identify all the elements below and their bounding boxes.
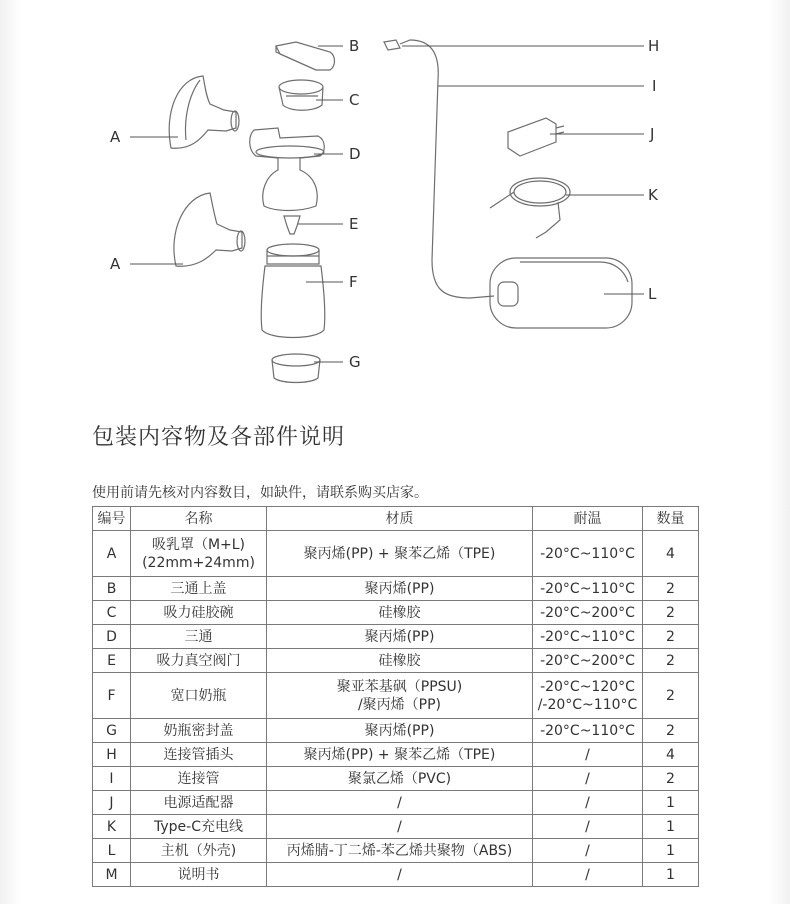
cell-number: B: [93, 577, 131, 601]
cell-temperature: [533, 815, 643, 839]
cell-name-line: 奶瓶密封盖: [163, 722, 234, 739]
cell-temperature: [533, 625, 643, 649]
cell-quantity: 1: [643, 815, 699, 839]
instruction-text: 使用前请先核对内容数目，如缺件，请联系购买店家。: [92, 485, 428, 501]
section-title: 包装内容物及各部件说明: [92, 425, 346, 450]
parts-table: [92, 506, 699, 887]
cell-quantity: 2: [643, 767, 699, 791]
cell-material: [267, 531, 533, 577]
cell-material: [267, 719, 533, 743]
cell-name-line: 吸乳罩（M+L): [151, 536, 246, 553]
table-row: [93, 625, 699, 649]
cell-name: [131, 767, 267, 791]
cell-temperature: [533, 791, 643, 815]
label-h: H: [648, 37, 660, 55]
cell-number: K: [93, 815, 131, 839]
label-c: C: [349, 91, 360, 109]
cell-name: [131, 531, 267, 577]
cell-name: [131, 743, 267, 767]
bottle-sealing-cap: [272, 354, 320, 383]
header-quantity: 数量: [643, 507, 699, 531]
breast-shield-upper: [169, 76, 239, 148]
table-row: [93, 719, 699, 743]
breast-shield-lower: [174, 193, 245, 266]
cell-name: [131, 839, 267, 863]
cell-temperature: [533, 673, 643, 719]
cell-material-line: 聚丙烯(PP): [364, 580, 435, 597]
cell-material: [267, 673, 533, 719]
cell-quantity: 4: [643, 531, 699, 577]
header-name: 名称: [131, 507, 267, 531]
cell-number: C: [93, 601, 131, 625]
cell-material-line: 聚亚苯基砜（PPSU): [336, 678, 463, 695]
table-row: [93, 601, 699, 625]
table-header-row: [93, 507, 699, 531]
table-row: [93, 577, 699, 601]
cell-name-line: 主机（外壳): [160, 842, 237, 859]
cell-temperature-line: /: [585, 818, 590, 835]
table-row: [93, 791, 699, 815]
cell-material-line: 聚丙烯(PP) + 聚苯乙烯（TPE): [303, 746, 496, 763]
cell-number: L: [93, 839, 131, 863]
cell-material-line: /: [397, 794, 402, 811]
cell-name: [131, 673, 267, 719]
cell-number: A: [93, 531, 131, 577]
label-d: D: [349, 145, 361, 163]
cell-quantity: 2: [643, 719, 699, 743]
cell-material: [267, 601, 533, 625]
cell-name: [131, 719, 267, 743]
cell-quantity: 4: [643, 743, 699, 767]
cell-material: [267, 743, 533, 767]
cell-material-line: 硅橡胶: [378, 652, 421, 669]
cell-name-line: 吸力真空阀门: [156, 652, 241, 669]
cell-material-line: /: [397, 818, 402, 835]
vacuum-valve: [284, 216, 300, 234]
cell-quantity: 2: [643, 577, 699, 601]
cell-temperature: [533, 839, 643, 863]
cell-temperature-line: /: [585, 842, 590, 859]
cell-name: [131, 791, 267, 815]
cell-material: [267, 649, 533, 673]
cell-temperature: [533, 863, 643, 887]
cell-number: D: [93, 625, 131, 649]
cell-temperature-line: -20°C~110°C: [540, 580, 635, 597]
wide-neck-bottle: [261, 244, 325, 338]
cell-temperature-line: -20°C~120°C: [540, 678, 635, 695]
cell-quantity: 1: [643, 839, 699, 863]
cell-number: J: [93, 791, 131, 815]
connector-plug-and-tube: [384, 40, 494, 298]
cell-temperature-line: -20°C~200°C: [540, 604, 635, 621]
tee-connector: [250, 128, 325, 211]
leader-lines: [130, 46, 644, 362]
cell-material: [267, 839, 533, 863]
cell-name-line: 电源适配器: [163, 794, 234, 811]
cell-number: H: [93, 743, 131, 767]
cell-temperature-line: -20°C~110°C: [540, 545, 635, 562]
label-i: I: [652, 77, 657, 95]
pump-main-unit: [490, 258, 632, 328]
cell-quantity: 1: [643, 863, 699, 887]
cell-name-line: 三通: [184, 628, 213, 645]
cell-temperature-line: /: [585, 866, 590, 883]
cell-material: [267, 791, 533, 815]
cell-material: [267, 815, 533, 839]
cell-temperature-line: /: [585, 770, 590, 787]
cell-temperature: [533, 719, 643, 743]
cell-material: [267, 863, 533, 887]
label-g: G: [349, 353, 361, 371]
label-a-lower: A: [110, 255, 121, 273]
cell-name-line: Type-C充电线: [154, 818, 243, 835]
cell-name-line: 三通上盖: [170, 580, 227, 597]
header-temperature: 耐温: [533, 507, 643, 531]
cell-material-line: /聚丙烯（PP): [357, 696, 442, 713]
cell-name: [131, 815, 267, 839]
cell-temperature-line: -20°C~110°C: [540, 722, 635, 739]
cell-temperature-line: /: [585, 794, 590, 811]
table-row: [93, 649, 699, 673]
cell-material-line: 聚氯乙烯（PVC): [347, 770, 452, 787]
cell-name-line: 说明书: [177, 866, 220, 883]
label-l: L: [648, 285, 657, 303]
cell-temperature: [533, 601, 643, 625]
cell-material: [267, 625, 533, 649]
cell-number: G: [93, 719, 131, 743]
cell-name: [131, 577, 267, 601]
cell-name-line: 宽口奶瓶: [170, 687, 227, 704]
table-row: [93, 815, 699, 839]
label-e: E: [349, 215, 359, 233]
cell-material: [267, 767, 533, 791]
cell-name: [131, 863, 267, 887]
cell-material-line: 丙烯腈-丁二烯-苯乙烯共聚物（ABS): [286, 842, 513, 859]
cell-temperature-line: /-20°C~110°C: [537, 696, 638, 713]
cell-name-line: 吸力硅胶碗: [163, 604, 234, 621]
cell-material-line: /: [397, 866, 402, 883]
cell-name-line: 连接管插头: [163, 746, 234, 763]
cell-temperature: [533, 767, 643, 791]
cell-name: [131, 649, 267, 673]
cell-number: M: [93, 863, 131, 887]
header-number: 编号: [93, 507, 131, 531]
table-row: [93, 767, 699, 791]
cell-name-line: (22mm+24mm): [142, 554, 255, 571]
table-row: [93, 839, 699, 863]
cell-quantity: 1: [643, 791, 699, 815]
table-row: [93, 531, 699, 577]
silicone-cup: [279, 80, 323, 110]
label-b: B: [349, 37, 360, 55]
cell-quantity: 2: [643, 601, 699, 625]
cell-quantity: 2: [643, 673, 699, 719]
cell-name-line: 连接管: [177, 770, 220, 787]
power-adapter: [508, 118, 564, 156]
cell-quantity: 2: [643, 625, 699, 649]
label-j: J: [650, 125, 655, 143]
parts-diagram: [0, 0, 790, 400]
table-row: [93, 743, 699, 767]
cell-temperature: [533, 743, 643, 767]
cell-temperature: [533, 531, 643, 577]
cell-temperature-line: -20°C~200°C: [540, 652, 635, 669]
parts-table-body: [93, 531, 699, 887]
cell-material-line: 聚丙烯(PP): [364, 722, 435, 739]
cell-quantity: 2: [643, 649, 699, 673]
cell-number: I: [93, 767, 131, 791]
cell-material-line: 聚丙烯(PP): [364, 628, 435, 645]
cell-name: [131, 625, 267, 649]
cell-temperature-line: -20°C~110°C: [540, 628, 635, 645]
label-a-upper: A: [110, 128, 121, 146]
cell-temperature: [533, 577, 643, 601]
cell-number: E: [93, 649, 131, 673]
header-material: 材质: [267, 507, 533, 531]
cell-material: [267, 577, 533, 601]
table-row: [93, 673, 699, 719]
label-k: K: [648, 186, 658, 204]
cell-material-line: 聚丙烯(PP) + 聚苯乙烯（TPE): [303, 545, 496, 562]
table-row: [93, 863, 699, 887]
cell-temperature: [533, 649, 643, 673]
cell-number: F: [93, 673, 131, 719]
cell-temperature-line: /: [585, 746, 590, 763]
type-c-cable: [490, 178, 570, 238]
cell-material-line: 硅橡胶: [378, 604, 421, 621]
cell-name: [131, 601, 267, 625]
label-f: F: [349, 273, 358, 291]
